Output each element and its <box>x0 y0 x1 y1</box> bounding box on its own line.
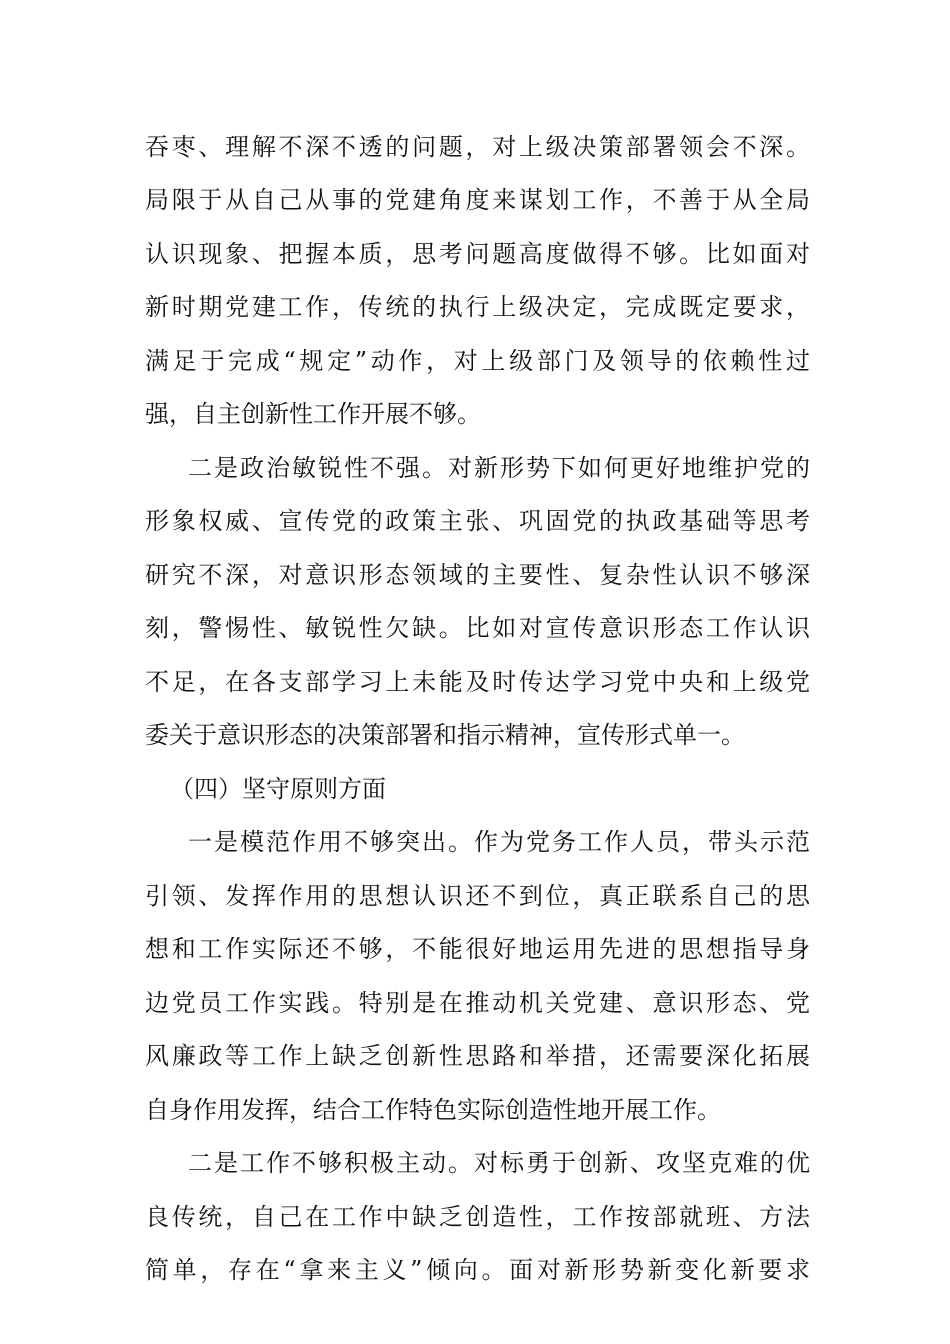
text-line-19: 自身作用发挥，结合工作特色实际创造性地开展工作。 <box>145 1096 721 1124</box>
text-line-15: 引领、发挥作用的思想认识还不到位，真正联系自己的思 <box>145 882 810 910</box>
text-line-22: 简单，存在“拿来主义”倾向。面对新形势新变化新要求 <box>145 1256 810 1284</box>
section-heading: （四）坚守原则方面 <box>170 775 386 803</box>
paragraph-start-line: 一是模范作用不够突出。作为党务工作人员，带头示范 <box>188 828 810 856</box>
text-line-6: 强，自主创新性工作开展不够。 <box>145 400 481 428</box>
text-line-11: 不足，在各支部学习上未能及时传达学习党中央和上级党 <box>145 668 810 696</box>
paragraph-start-line: 二是工作不够积极主动。对标勇于创新、攻坚克难的优 <box>188 1149 810 1177</box>
text-line-9: 研究不深，对意识形态领域的主要性、复杂性认识不够深 <box>145 561 810 589</box>
text-line-3: 认识现象、把握本质，思考问题高度做得不够。比如面对 <box>145 240 810 268</box>
text-line-4: 新时期党建工作，传统的执行上级决定，完成既定要求， <box>145 293 810 321</box>
text-line-8: 形象权威、宣传党的政策主张、巩固党的执政基础等思考 <box>145 507 810 535</box>
text-line-16: 想和工作实际还不够，不能很好地运用先进的思想指导身 <box>145 935 810 963</box>
text-line-2: 局限于从自己从事的党建角度来谋划工作，不善于从全局 <box>145 186 810 214</box>
text-line-10: 刻，警惕性、敏锐性欠缺。比如对宣传意识形态工作认识 <box>145 614 810 642</box>
text-line-1: 吞枣、理解不深不透的问题，对上级决策部署领会不深。 <box>145 133 810 161</box>
paragraph-start-line: 二是政治敏锐性不强。对新形势下如何更好地维护党的 <box>188 454 810 482</box>
text-line-5: 满足于完成“规定”动作，对上级部门及领导的依赖性过 <box>145 347 810 375</box>
text-line-21: 良传统，自己在工作中缺乏创造性，工作按部就班、方法 <box>145 1203 810 1231</box>
text-line-18: 风廉政等工作上缺乏创新性思路和举措，还需要深化拓展 <box>145 1042 810 1070</box>
text-line-12: 委关于意识形态的决策部署和指示精神，宣传形式单一。 <box>145 721 745 749</box>
text-line-17: 边党员工作实践。特别是在推动机关党建、意识形态、党 <box>145 989 810 1017</box>
